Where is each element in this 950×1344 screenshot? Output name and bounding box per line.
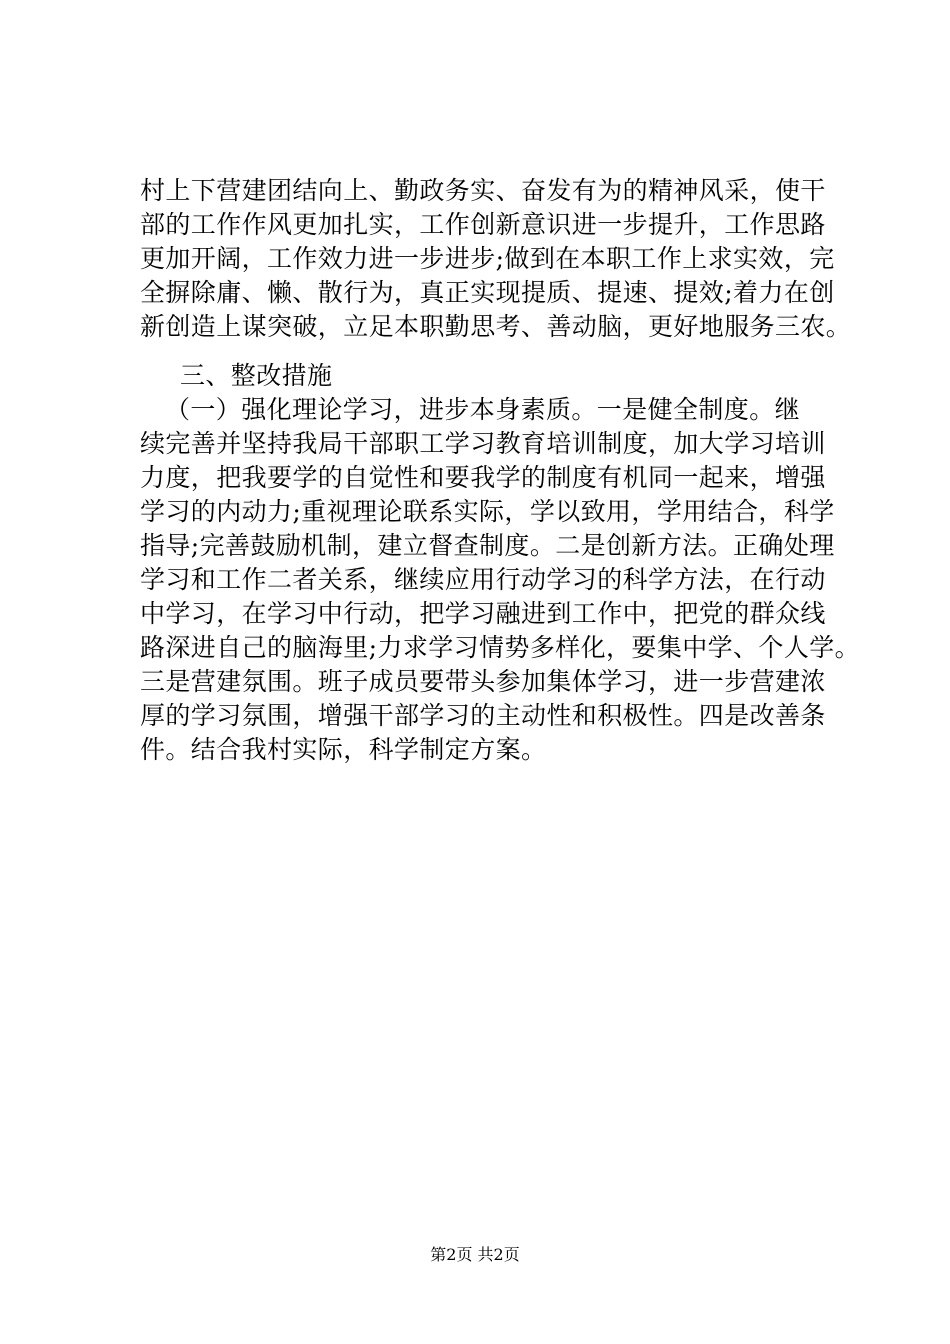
paragraph-1-line: 村上下营建团结向上、勤政务实、奋发有为的精神风采，使干	[140, 176, 826, 205]
paragraph-2-line: 指导;完善鼓励机制，建立督查制度。二是创新方法。正确处理	[140, 531, 835, 560]
paragraph-2-line: 中学习，在学习中行动，把学习融进到工作中，把党的群众线	[140, 599, 826, 628]
paragraph-1-line: 部的工作作风更加扎实，工作创新意识进一步提升，工作思路	[140, 210, 826, 239]
section-heading: 三、整改措施	[180, 361, 333, 390]
paragraph-2-line: 厚的学习氛围，增强干部学习的主动性和积极性。四是改善条	[140, 701, 826, 730]
paragraph-2-line: 路深进自己的脑海里;力求学习情势多样化，要集中学、个人学。	[140, 633, 861, 662]
paragraph-2-line: （一）强化理论学习，进步本身素质。一是健全制度。继	[165, 395, 801, 424]
paragraph-2-line: 续完善并坚持我局干部职工学习教育培训制度，加大学习培训	[140, 429, 826, 458]
paragraph-1-line: 更加开阔，工作效力进一步进步;做到在本职工作上求实效，完	[140, 244, 835, 273]
paragraph-2-line: 件。结合我村实际，科学制定方案。	[140, 735, 547, 764]
paragraph-2-line: 三是营建氛围。班子成员要带头参加集体学习，进一步营建浓	[140, 667, 826, 696]
paragraph-2-line: 学习的内动力;重视理论联系实际，学以致用，学用结合，科学	[140, 497, 835, 526]
paragraph-1-line: 全摒除庸、懒、散行为，真正实现提质、提速、提效;着力在创	[140, 278, 835, 307]
paragraph-2-line: 力度，把我要学的自觉性和要我学的制度有机同一起来，增强	[140, 463, 826, 492]
paragraph-2-line: 学习和工作二者关系，继续应用行动学习的科学方法，在行动	[140, 565, 826, 594]
page-number-footer: 第2页 共2页	[430, 1245, 520, 1264]
paragraph-1-line: 新创造上谋突破，立足本职勤思考、善动脑，更好地服务三农。	[140, 312, 852, 341]
